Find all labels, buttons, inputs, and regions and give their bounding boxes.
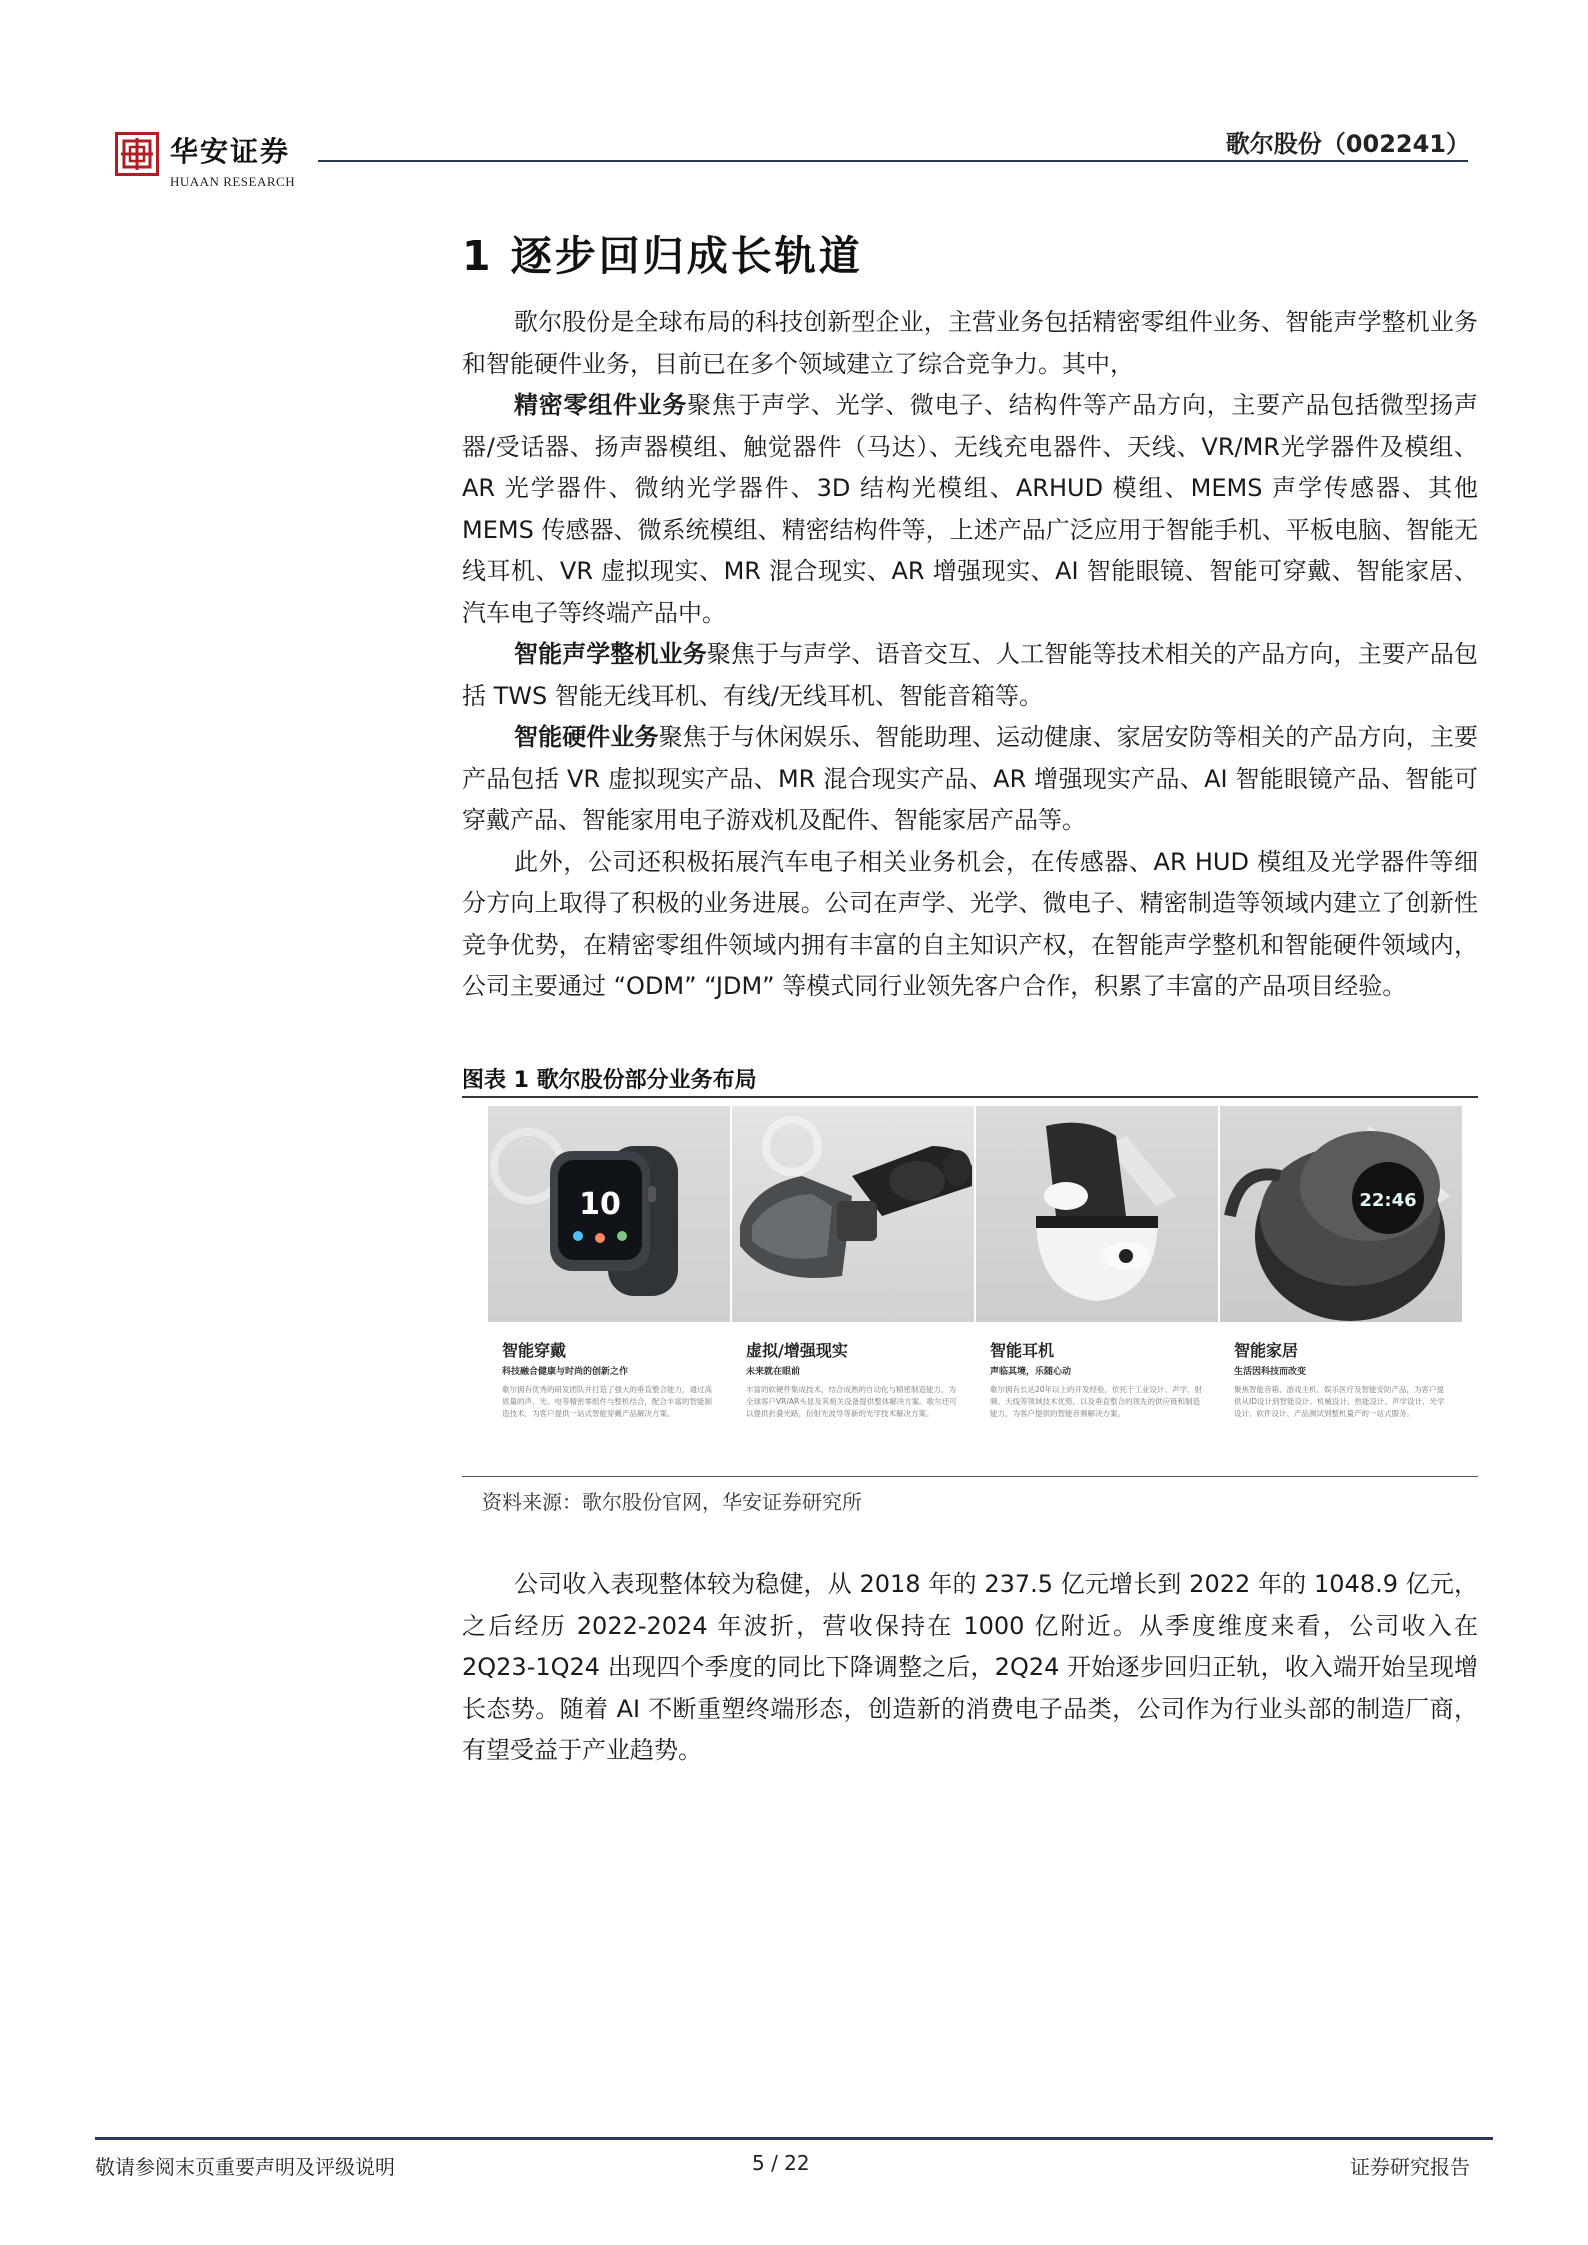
footer-disclaimer: 敬请参阅末页重要声明及评级说明	[95, 2155, 395, 2179]
bold-term: 精密零组件业务	[514, 391, 688, 419]
company-logo-icon	[115, 132, 159, 176]
vr-headset-image	[732, 1106, 974, 1322]
panel-smart-earphones	[976, 1106, 1218, 1470]
logo-english-name: HUAAN RESEARCH	[170, 174, 296, 189]
panel-title: 智能家居	[1234, 1341, 1299, 1360]
header-company-name: 歌尔股份（002241）	[1225, 130, 1470, 158]
panel-description: 歌尔拥有优秀的研发团队并打造了强大的垂直整合能力，通过高质量的声、光、电等精密零组件与整机结合，配合丰富的智能制造技术，为客户提供一站式智能穿戴产品解决方案。	[502, 1385, 712, 1418]
bold-term: 智能声学整机业务	[514, 640, 707, 668]
section-title: 1 逐步回归成长轨道	[462, 232, 863, 280]
paragraph-precision-components	[462, 385, 1478, 634]
body-text-block	[462, 302, 1478, 1008]
panel-description: 聚焦智能音箱、游戏主机、娱乐医疗及智能安防产品，为客户提供从ID设计到智能设计、机械设计、热能设计、声学设计、光学设计、软件设计、产品测试到整机量产的一站式服务。	[1234, 1385, 1445, 1418]
speaker-display-text: 22:46	[1359, 1190, 1417, 1211]
paragraph-smart-hardware	[462, 717, 1478, 842]
panel-subtitle: 声临其境，乐随心动	[990, 1367, 1072, 1377]
page-number: 5 / 22	[752, 2151, 810, 2175]
smartwatch-image	[488, 1106, 730, 1322]
paragraph-revenue: 公司收入表现整体较为稳健，从 2018 年的 237.5 亿元增长到 2022 年的 1048.9 亿元，之后经历 2022-2024 年波折，营收保持在 1000 亿附近。从季度维度来看，公司收入在 2Q23-1Q24 出现四个季度的同比下降调整之后，2Q24 开始逐步回归正轨，收入端开始呈现增长态势。随着 AI 不断重塑终端形态，创造新的消费电子品类，公司作为行业头部的制造厂商，有望受益于产业趋势。	[462, 1570, 1478, 1764]
panel-title: 智能穿戴	[502, 1341, 567, 1360]
figure-bottom-rule	[462, 1476, 1478, 1477]
footer-divider	[95, 2137, 1493, 2140]
panel-smart-wearables	[488, 1106, 730, 1470]
smart-speaker-image	[1220, 1106, 1462, 1322]
figure-source: 资料来源：歌尔股份官网，华安证券研究所	[482, 1490, 862, 1514]
paragraph-text: 聚焦于与休闲娱乐、智能助理、运动健康、家居安防等相关的产品方向，主要产品包括 VR 虚拟现实产品、MR 混合现实产品、AR 增强现实产品、AI 智能眼镜产品、智能可穿戴产品、智能家用电子游戏机及配件、智能家居产品等。	[462, 723, 1479, 834]
panel-subtitle: 未来就在眼前	[746, 1367, 801, 1377]
panel-description: 丰富的软硬件集成技术，结合成熟的自动化与精密制造能力，为全球客户VR/AR头显及其相关设备提供整体解决方案。歌尔还可以提供折叠光路，衍射光波导等新的光学技术解决方案。	[746, 1385, 957, 1418]
header-divider	[318, 160, 1468, 162]
panel-smart-home	[1220, 1106, 1462, 1470]
figure-title: 图表 1 歌尔股份部分业务布局	[462, 1068, 757, 1093]
panel-title: 智能耳机	[990, 1341, 1055, 1360]
paragraph-intro: 歌尔股份是全球布局的科技创新型企业，主营业务包括精密零组件业务、智能声学整机业务和智能硬件业务，目前已在多个领域建立了综合竞争力。其中，	[462, 308, 1478, 378]
panel-subtitle: 科技融合健康与时尚的创新之作	[502, 1367, 629, 1377]
paragraph-text: 聚焦于与声学、语音交互、人工智能等技术相关的产品方向，主要产品包括 TWS 智能无线耳机、有线/无线耳机、智能音箱等。	[462, 640, 1479, 710]
logo-wordmark: 华安证券	[170, 135, 291, 168]
panel-title: 虚拟/增强现实	[746, 1341, 848, 1360]
panel-subtitle: 生活因科技而改变	[1234, 1367, 1307, 1377]
panel-virtual-augmented-reality	[732, 1106, 974, 1470]
paragraph-acoustic-products	[462, 634, 1478, 717]
body-text-block-revenue	[462, 1564, 1478, 1772]
watch-display-text: 10	[579, 1187, 621, 1222]
footer-report-type: 证券研究报告	[1350, 2155, 1470, 2179]
figure-top-rule	[462, 1096, 1478, 1098]
bold-term: 智能硬件业务	[514, 723, 659, 751]
panel-description: 歌尔拥有长达20年以上的开发经验，依托于工业设计、声学、射频、天线等领域技术优势，以及垂直整合的领先的供应链和制造能力，为客户提供的智能音频解决方案。	[990, 1385, 1203, 1418]
earbuds-image	[976, 1106, 1218, 1322]
paragraph-text: 聚焦于声学、光学、微电子、结构件等产品方向，主要产品包括微型扬声器/受话器、扬声器模组、触觉器件（马达）、无线充电器件、天线、VR/MR光学器件及模组、AR 光学器件、微纳光学器件、3D 结构光模组、ARHUD 模组、MEMS 声学传感器、其他 MEMS 传感器、微系统模组、精密结构件等，上述产品广泛应用于智能手机、平板电脑、智能无线耳机、VR 虚拟现实、MR 混合现实、AR 增强现实、AI 智能眼镜、智能可穿戴、智能家居、汽车电子等终端产品中。	[462, 391, 1479, 627]
paragraph-auto-electronics: 此外，公司还积极拓展汽车电子相关业务机会，在传感器、AR HUD 模组及光学器件等细分方向上取得了积极的业务进展。公司在声学、光学、微电子、精密制造等领域内建立了创新性竞争优势，在精密零组件领域内拥有丰富的自主知识产权，在智能声学整机和智能硬件领域内，公司主要通过 “ODM” “JDM” 等模式同行业领先客户合作，积累了丰富的产品项目经验。	[462, 847, 1478, 1000]
